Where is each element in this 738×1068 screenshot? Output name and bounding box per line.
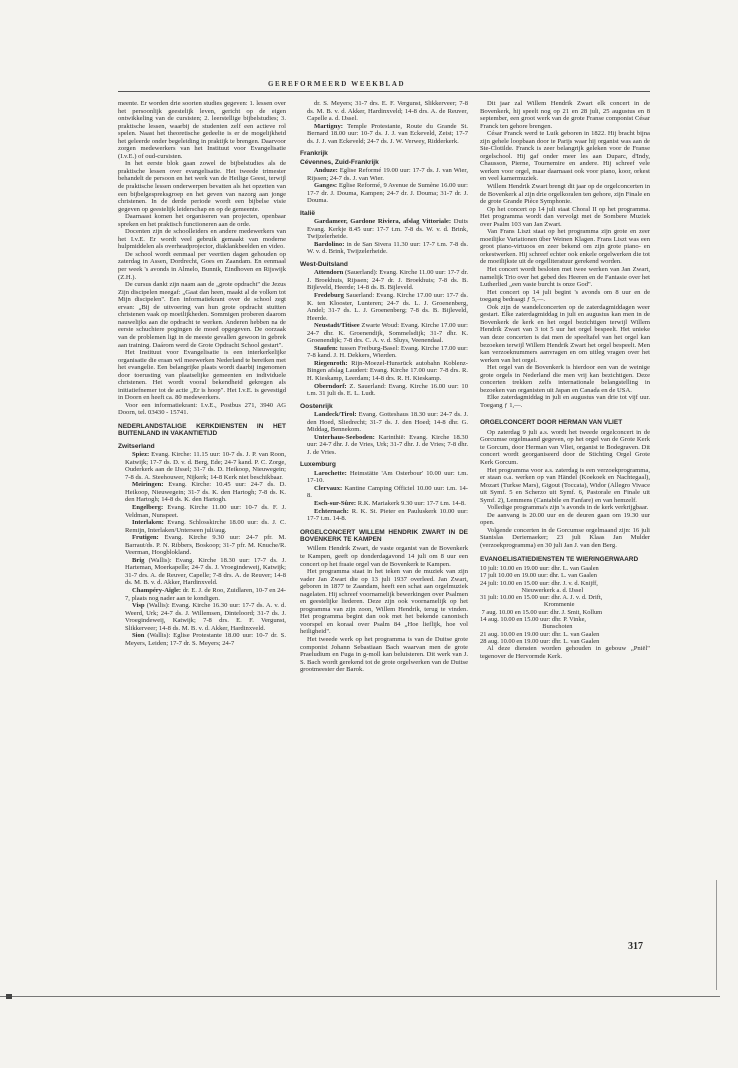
paragraph: Het concert op 14 juli begint 's avonds om 8 uur en de toegang bedraagt ƒ 5,—. [480,288,650,304]
paragraph: Daarnaast komen het organiseren van projecten, openbaar spreken en het praktisch functioneren aan de orde. [118,213,286,228]
service-details: dr. E. J. de Roo, Zuidlaren, 10-7 en 24-7, plaats nog nader aan te kondigen. [125,587,286,602]
paragraph: Docenten zijn de schoolleiders en andere medewerkers van het I.v.E. Er wordt veel gebruik gemaakt van moderne hulpmiddelen als overheadprojector, diaklankbeelden en video. [118,228,286,251]
paragraph: Dit jaar zal Willem Hendrik Zwart elk concert in de Bovenkerk, hij speelt nog op 21 en 28 juli, 25 augustus en 8 september, een groot werk van de grote Franse componist César Franck ten gehore brengen. [480,100,650,130]
service-list [300,100,468,145]
place-name: Staufen: [314,344,338,352]
service-entry [300,470,468,485]
place-name: Oberndorf: [314,382,347,390]
paragraph: Op het concert op 14 juli staat Choral II op het programma. Het programma wordt dan vervolgt met de Sombere Muziek over Psalm 103 van Jan Zwart. [480,205,650,228]
service-details: tussen Freiburg-Basel: Evang. Kirche 17.00 uur: 7-8 kand. J. H. Dekkers, Wierden. [307,344,468,360]
schedule-line: 17 juli 10.00 en 19.00 uur: dhr. L. van Gaalen [480,572,597,580]
service-details: Z. Sauerland: Evang. Kirche 16.00 uur: 10 t.m. 31 juli ds. E. L. Ludt. [307,382,468,398]
service-list [118,451,286,647]
service-details: Evang. Kirche 11.00 uur: 10-7 ds. F. J. Veldman, Nunspeet. [125,504,286,519]
scan-edge-line [716,880,717,990]
paragraph: Voor een informatiekrant: I.v.E., Postbus 271, 3940 AG Doorn, tel. 03430 - 15741. [118,401,286,417]
paragraph: Willem Hendrik Zwart, de vaste organist van de Bovenkerk te Kampen, geeft op donderdagavond 14 juli om 8 uur een concert op het fraaie orgel van de Bovenkerk te Kampen. [300,545,468,568]
scan-edge-mark [6,994,12,999]
paragraph: Het orgel van de Bovenkerk is hierdoor een van de weinige grote orgels in Nederland die men vrij kan bezichtigen. Deze concerten trekken zelfs internationale belangstelling in bezoeken van organisten uit Japan en Canada en de USA. [480,364,650,394]
paragraph: Elke zaterdagmiddag in juli en augustus van drie tot vijf uur. Toegang ƒ 1,—. [480,394,650,409]
place-name: Interlaken: [132,519,164,527]
service-details: (Sauerland): Evang. Kirche 11.00 uur: 17-7 dr. J. Broekhuis, Rijssen; 24-7 dr. J. Broekhuis; 7-8 ds. B. Bijleveld, Heerde; 14-8 ds. B. Bijleveld. [307,269,468,292]
schedule-line: Bunschoten [480,623,573,631]
service-entry [300,167,468,182]
place-name: Frutigen: [132,534,159,542]
paragraph: Het Instituut voor Evangelisatie is een interkerkelijke organisatie die eraan wil meewerken Nederland te bereiken met het evangelie. Een belangrijke plaats wordt daarbij ingenomen door toerusting van plaatselijke gemeenten en individuele christenen. Het wordt vooral bekendheid gekregen als initiatiefnemer tot de actie „Er is hoop". Het I.v.E. is gevestigd in Doorn en heeft ca. 80 medewerkers. [118,349,286,402]
header-rule [118,91,650,92]
service-entry [300,383,468,398]
region-heading: Oostenrijk [300,402,333,410]
region-heading: Frankrijk [300,150,328,158]
service-entry [300,241,468,256]
paragraph: Al deze diensten worden gehouden in gebouw „Pniël" tegenover de Hervormde Kerk. [480,645,650,660]
paragraph: In het eerste blok gaan zowel de bijbelstudies als de praktische lessen over evangelisatie. Het tweede trimester behandelt de persoon en het werk van de Heilige Geest, terwijl de praktische lessen onderwerpen bevatten als het opzetten van een bijbelgespreksgroep en het geven van nazorg aan jonge christenen. In de derde periode wordt een bijbelse visie gegeven op geestelijk leiderschap en op de gemeente. [118,160,286,213]
place-name: Anduze: [314,167,338,175]
service-details: Duits Evang. Kerkje 8.45 uur: 17-7 t.m. 7-8 ds. W. v. d. Brink, Twijzelerheide. [307,218,468,241]
service-list [300,411,468,456]
place-name: Unterhaus-Seeboden: [314,433,375,441]
service-details: R. K. St. Pieter en Pauluskerk 10.00 uur: 17-7 t.m. 14-8. [307,507,468,523]
paragraph: Volledige programma's zijn 's avonds in de kerk verkrijgbaar. [487,504,649,512]
service-entry [118,587,286,602]
place-name: Riegenroth: [314,359,348,367]
service-details: dr. S. Meyers; 31-7 drs. E. F. Vergunst, Slikkerveer; 7-8 ds. M. B. v. d. Akker, Hardinxveld; 14-8 drs. A. de Reuver, Capelle a. d. IJssel. [307,100,468,123]
paragraph: Willem Hendrik Zwart brengt dit jaar op de orgelconcerten in de Bovenkerk al zijn drie orgelkoralen ten gehore, zijn Finale en de grote Grande Pièce Symphonie. [480,183,650,206]
section-heading: ORGELCONCERT WILLEM HENDRIK ZWART IN DE BOVENKERK TE KAMPEN [300,528,468,543]
schedule-list [480,565,650,645]
service-entry [118,504,286,519]
service-details: Evang. Kirche: 11.15 uur: 10-7 ds. J. P. van Roon, Katwijk; 17-7 ds. D. v. d. Berg, Ede; 24-7 kand. P. C. Zorge, Ouderkerk aan de IJssel; 31-7 ds. D. Heikoop, Nieuwegein; 7-8 ds. A. Steehouwer, Nijkerk; 14-8 Kerk niet beschikbaar. [125,451,286,481]
service-details: Evang. Gotteshaus 18.30 uur: 24-7 ds. J. den Hoed, Sliedrecht; 31-7 ds. J. den Hoed; 14-8 dhr. G. Middag, Bennekom. [307,411,468,434]
paragraph: Het programma staat in het teken van de muziek van zijn vader Jan Zwart die op 13 juli 1937 overleed. Jan Zwart, geboren in 1877 te Zaandam, heeft een schat aan orgelmuziek nagelaten. Hij schreef voornamelijk bewerkingen over Psalmen en geestelijke liederen. Deze zijn ook voornamelijk op het programma van zijn zoon, Willem Hendrik, terug te vinden. Het programma begint dan ook met het bekende canonisch voorspel en koraal over Psalm 84 „Hoe lieflijk, hoe vol heiligheid". [300,568,468,636]
service-entry [300,218,468,241]
paragraph: Ook zijn de wandelconcerten op de zaterdagmiddagen weer gestart. Elke zaterdagmiddag in juli en augustus kan men in de Bovenkerk de kerk en het orgel bezichtigen terwijl Willem Hendrik Zwart van 3 tot 5 uur het orgel bespeelt. Het unieke van deze concerten is dat men de speeltafel van het orgel kan bezoeken terwijl Willem Hendrik Zwart het orgel bespeelt. Men kan verzoeknummers aanvragen en om uitleg vragen over het werken van het orgel. [480,303,650,364]
paragraph: Volgende concerten in de Gorcumse orgelmaand zijn: 16 juli Stanislas Deriemaeker; 23 juli Klaas Jan Mulder (verzoekprogramma) en 30 juli Jan J. van den Berg. [480,526,650,550]
place-name: Ganges: [314,182,338,190]
service-entry [300,411,468,434]
column-2 [300,100,468,960]
service-entry [300,182,468,205]
place-name: Echternach: [314,507,349,515]
place-name: Martigny: [314,122,343,130]
service-details: Temple Protestante, Route du Grande St. Bernard 18.00 uur: 10-7 ds. J. J. van Eckeveld, Zeist; 17-7 ds. J. J. van Eckeveld; 24-7 ds. J. W. Verwey, Ridderkerk. [307,122,468,145]
service-entry [118,451,286,481]
place-name: Neustadt/Titisee [314,322,360,330]
schedule-line: 24 juli: 10.00 en 15.00 uur: dhr. J. v. d. Knijff, [480,579,598,587]
place-name: Visp [132,602,145,610]
paragraph: César Franck werd te Luik geboren in 1822. Hij bracht bijna zijn gehele loopbaan door te Parijs waar hij organist was aan de Ste-Clotilde. Franck is zeer belangrijk geleken voor de Franse orgelschool. Hij gaf onder meer les aan Duparc, d'Indy, Chausson, Pierne, Tournemire en andere. Hij schreef vele werken voor orgel, maar daarnaast ook voor piano, koor, orkest en veel kamermuziek. [480,130,650,183]
paragraph: Het programma voor a.s. zaterdag is een verzoekprogramma, er staan o.a. werken op van Händel (Koekoek en Nachtegaal), Mozart (Turkse Mars), Gigout (Toccata), Widor (Allegro Vivace uit Symf. 5 en Scherzo uit Symf. 6, Pastorale en Finale uit Symf. 2), Lemmens (Cantabile en Fanfare) en van hemzelf. [480,466,650,504]
service-entry [118,534,286,557]
column-1 [118,100,286,960]
service-entry [300,123,468,146]
section-heading: NEDERLANDSTALIGE KERKDIENSTEN IN HET BUITENLAND IN VAKANTIETIJD [118,422,286,438]
service-details: Kantine Camping Officiel 10.00 uur: t.m. 14-8. [307,484,468,500]
schedule-line: 31 juli: 10.00 en 15.00 uur: dhr. A. J. v. d. Drift, [480,594,603,602]
service-list [300,167,468,205]
region-heading: Luxemburg [300,461,336,469]
service-details: Evang. Kirche: 10.45 uur: 24-7 ds. D. Heikoop, Nieuwegein; 31-7 ds. K. den Hartogh; 7-8 ds. K. den Hartogh; 14-8 ds. K. den Hartogh. [125,481,286,504]
service-details: Sauerland: Evang. Kirche 17.00 uur: 17-7 ds. K. ten Klooster, Lunteren; 24-7 ds. L. J. Groenenberg, Andel; 31-7 ds. L. J. Groenenberg; 7-8 ds. B. Bijleveld, Heerde. [307,292,468,322]
subregion-heading: Cévennes, Zuid-Frankrijk [300,158,379,166]
region-heading: West-Duitsland [300,260,348,268]
place-name: Landeck/Tirol: [314,411,357,419]
schedule-line: 21 aug. 10.00 en 19.00 uur: dhr. L. van Gaalen [480,630,600,638]
service-details: R.K. Mariakerk 9.30 uur: 17-7 t.m. 14-8. [357,499,466,507]
service-details: (Wallis): Evang. Kirche 18.30 uur: 17-7 ds. J. Harteman, Moerkapelle; 24-7 ds. J. Vroegindeweij, Katwijk; 31-7 drs. A. de Reuver, Capelle; 7-8 drs. A. de Reuver; 14-8 ds. M. B. v. d. Akker, Hardinxveld. [125,556,286,587]
service-details: in de San Sivera 11.30 uur: 17-7 t.m. 7-8 ds. W. v. d. Brink, Twijzelerheide. [307,240,468,256]
service-entry [300,360,468,383]
service-entry [300,322,468,345]
place-name: Clervaux: [314,484,343,492]
service-details: (Wallis): Eglise Protestante 18.00 uur: 10-7 dr. S. Meyers, Leiden; 17-7 dr. S. Meyers; 24-7 [125,632,286,647]
service-details: Zwarte Woud: Evang. Kirche 17.00 uur: 24-7 dhr. K. Groenendijk, Sommelsdijk; 31-7 dhr. K. Groenendijk; 7-8 drs. C. A. v. d. Sluys, Veenendaal. [307,322,468,345]
paragraph: Van Frans Liszt staat op het programma zijn grote en zeer moeilijke Variationen über Weinen Klagen. Frans Liszt was een groot piano-virtuoos en zeer bekend om zijn grote piano- en orkestwerken. Hij schreef echter ook enkele orgelwerken die tot de moeilijkste uit de orgelliteratuur gerekend worden. [480,228,650,266]
service-details: Eglise Reformé, 9 Avenue de Sumène 16.00 uur: 17-7 dr. J. Douma, Kampen; 24-7 dr. J. Douma; 31-7 dr. J. Douma. [307,182,468,205]
paragraph: De school wordt eenmaal per veertien dagen gehouden op zaterdag in Assen, Dordrecht, Goes en Zaandam. En eenmaal per week 's avonds in Almelo, Bunnik, Eindhoven en Rijswijk (Z.H.). [118,250,286,281]
service-entry [118,557,286,587]
place-name: Brig [132,556,145,564]
schedule-line: Nieuwerkerk a. d. IJssel [480,586,584,594]
place-name: Attendorn [314,269,344,277]
service-entry [118,632,286,647]
service-details: Karinthië: Evang. Kirche 18.30 uur: 24-7 dhr. J. de Vries, Urk; 31-7 dhr. J. de Vries; 7-8 dhr. J. de Vries. [307,433,468,456]
place-name: Sion [132,632,145,640]
place-name: Spiez: [132,451,150,459]
service-list [300,470,468,523]
service-entry [118,519,286,534]
schedule-line: 14 aug. 10.00 en 15.00 uur: dhr. P. Vinke, [480,616,587,624]
running-head: GEREFORMEERD WEEKBLAD [268,80,406,88]
section-heading: ORGELCONCERT DOOR HERMAN VAN VLIET [480,419,623,427]
service-entry [300,292,468,322]
service-entry [300,500,468,508]
place-name: Engelberg: [132,504,164,512]
service-details: Heimstätte 'Am Osterbour' 10.00 uur: t.m. 17-10. [307,469,468,485]
schedule-line: 7 aug. 10.00 en 15.00 uur: dhr. J. Smit, Kollum [480,608,603,616]
scan-bottom-edge [0,996,720,997]
service-entry [300,508,468,523]
service-list [300,269,468,397]
region-heading: Italië [300,209,316,217]
paragraph: Het concert wordt besloten met twee werken van Jan Zwart, namelijk Trio over het gebed des Heeren en de Fantasie over het Lutherlied „een vaste burcht is onze God". [480,266,650,289]
service-details: Rijn-Moezel-Hunsrück autobahn Koblenz-Bingen afslag Laudert: Evang. Kirche 17.00 uur: 7-8 drs. R. H. Kieskamp, Leerdam; 14-8 drs. R. H. Kieskamp. [307,359,468,383]
paragraph: Op zaterdag 9 juli a.s. wordt het tweede orgelconcert in de Gorcumse orgelmaand gegeven, op het orgel van de Grote Kerk te Gorcum, door Herman van Vliet, organist te Bodegraven. Dit concert wordt georganiseerd door de Stichting Orgel Grote Kerk Gorcum. [480,428,650,467]
place-name: Bardolino: [314,240,345,248]
section-heading: EVANGELISATIEDIENSTEN TE WIERINGERWAARD [480,555,639,563]
region-heading: Zwitserland [118,442,155,450]
column-3 [480,100,650,960]
paragraph: De cursus dankt zijn naam aan de „grote opdracht" die Jezus Zijn discipelen meegaf: „Gaat dan heen, maakt al de volken tot Mijn discipelen". Een informatiekrant over de school zegt ervan: „Bij de uitvoering van hun grote opdracht stuitten christenen vaak op moeilijkheden. Sommigen proberen daarom nauwelijks aan die opdracht te werken. Anderen hebben na de eerste schuchtere pogingen de moed opgegeven. De oorzaak van de problemen ligt in de meeste gevallen gewoon in gebrek aan training. Daárom werd de Grote Opdracht School gestart". [118,281,286,349]
schedule-line: 10 juli: 10.00 en 19.00 uur: dhr. L. van Gaalen [480,564,599,572]
place-name: Champéry-Aigle: [132,587,182,595]
service-list [300,218,468,256]
service-entry [118,602,286,632]
schedule-line: 28 aug. 10.00 en 19.00 uur: dhr. L. van Gaalen [480,637,600,645]
paragraph: Het tweede werk op het programma is van de Duitse grote componist Johann Sebastiaan Bach waarvan men de grote Praeludium en Fuga in g-moll kan beluisteren. Dit werk van J. S. Bach wordt gerekend tot de grote orgelwerken van de Duitse grootmeester der Barok. [300,635,468,674]
place-name: Meiringen: [132,481,164,489]
service-details: Eglise Reformé 19.00 uur: 17-7 ds. J. van Wier, Rijssen; 24-7 ds. J. van Wier. [307,167,468,182]
place-name: Esch-sur-Sûre: [314,499,357,507]
paragraph: De aanvang is 20.00 uur en de deuren gaan om 19.30 uur open. [480,511,650,527]
service-entry [300,100,468,123]
place-name: Fredeburg [314,292,344,300]
service-entry [300,485,468,500]
place-name: Larochette: [314,469,347,477]
schedule-line: Krommenie [480,601,575,609]
service-entry [118,481,286,504]
paragraph: meente. Er worden drie soorten studies gegeven: 1. lessen over het persoonlijk geestelijk leven, gericht op de eigen ontwikkeling van de cursisten; 2. leerstellige bijbelstudies; 3. praktische lessen, waarbij de studenten zelf een actieve rol spelen. Naast het theoretische gedeelte is er de mogelijkheid het geleerde onder begeleiding in praktijk te brengen. Daarvoor zorgen medewerkers van het Instituut voor Evangelisatie (I.v.E.) of oud-cursisten. [118,100,286,160]
service-entry [300,434,468,457]
service-details: Evang. Schlosskirche 18.00 uur: ds. J. C. Remijn, Interlaken/Unterseen juli/aug. [125,519,286,534]
service-details: (Wallis): Evang. Kirche 16.30 uur: 17-7 ds. A. v. d. Weerd, Urk; 24-7 ds. J. Willemsen, Dinteloord; 31-7 ds. J. Vroegindeweij, Katwijk; 7-8 drs. E. F. Vergunst, Slikkerveer; 14-8 ds. M. B. v. d. Akker, Hardinxveld. [125,602,286,632]
service-entry [300,269,468,292]
service-details: Evang. Kirche 9.30 uur: 24-7 pfr. M. Barraut/ds. P. N. Ribbers, Boskoop; 31-7 pfr. M. Knuche/R. Veerman, Hoogblokland. [125,534,286,557]
page-number: 317 [628,941,643,952]
service-entry [300,345,468,360]
place-name: Gardameer, Gardone Riviera, afslag Vittoriale: [314,218,452,226]
